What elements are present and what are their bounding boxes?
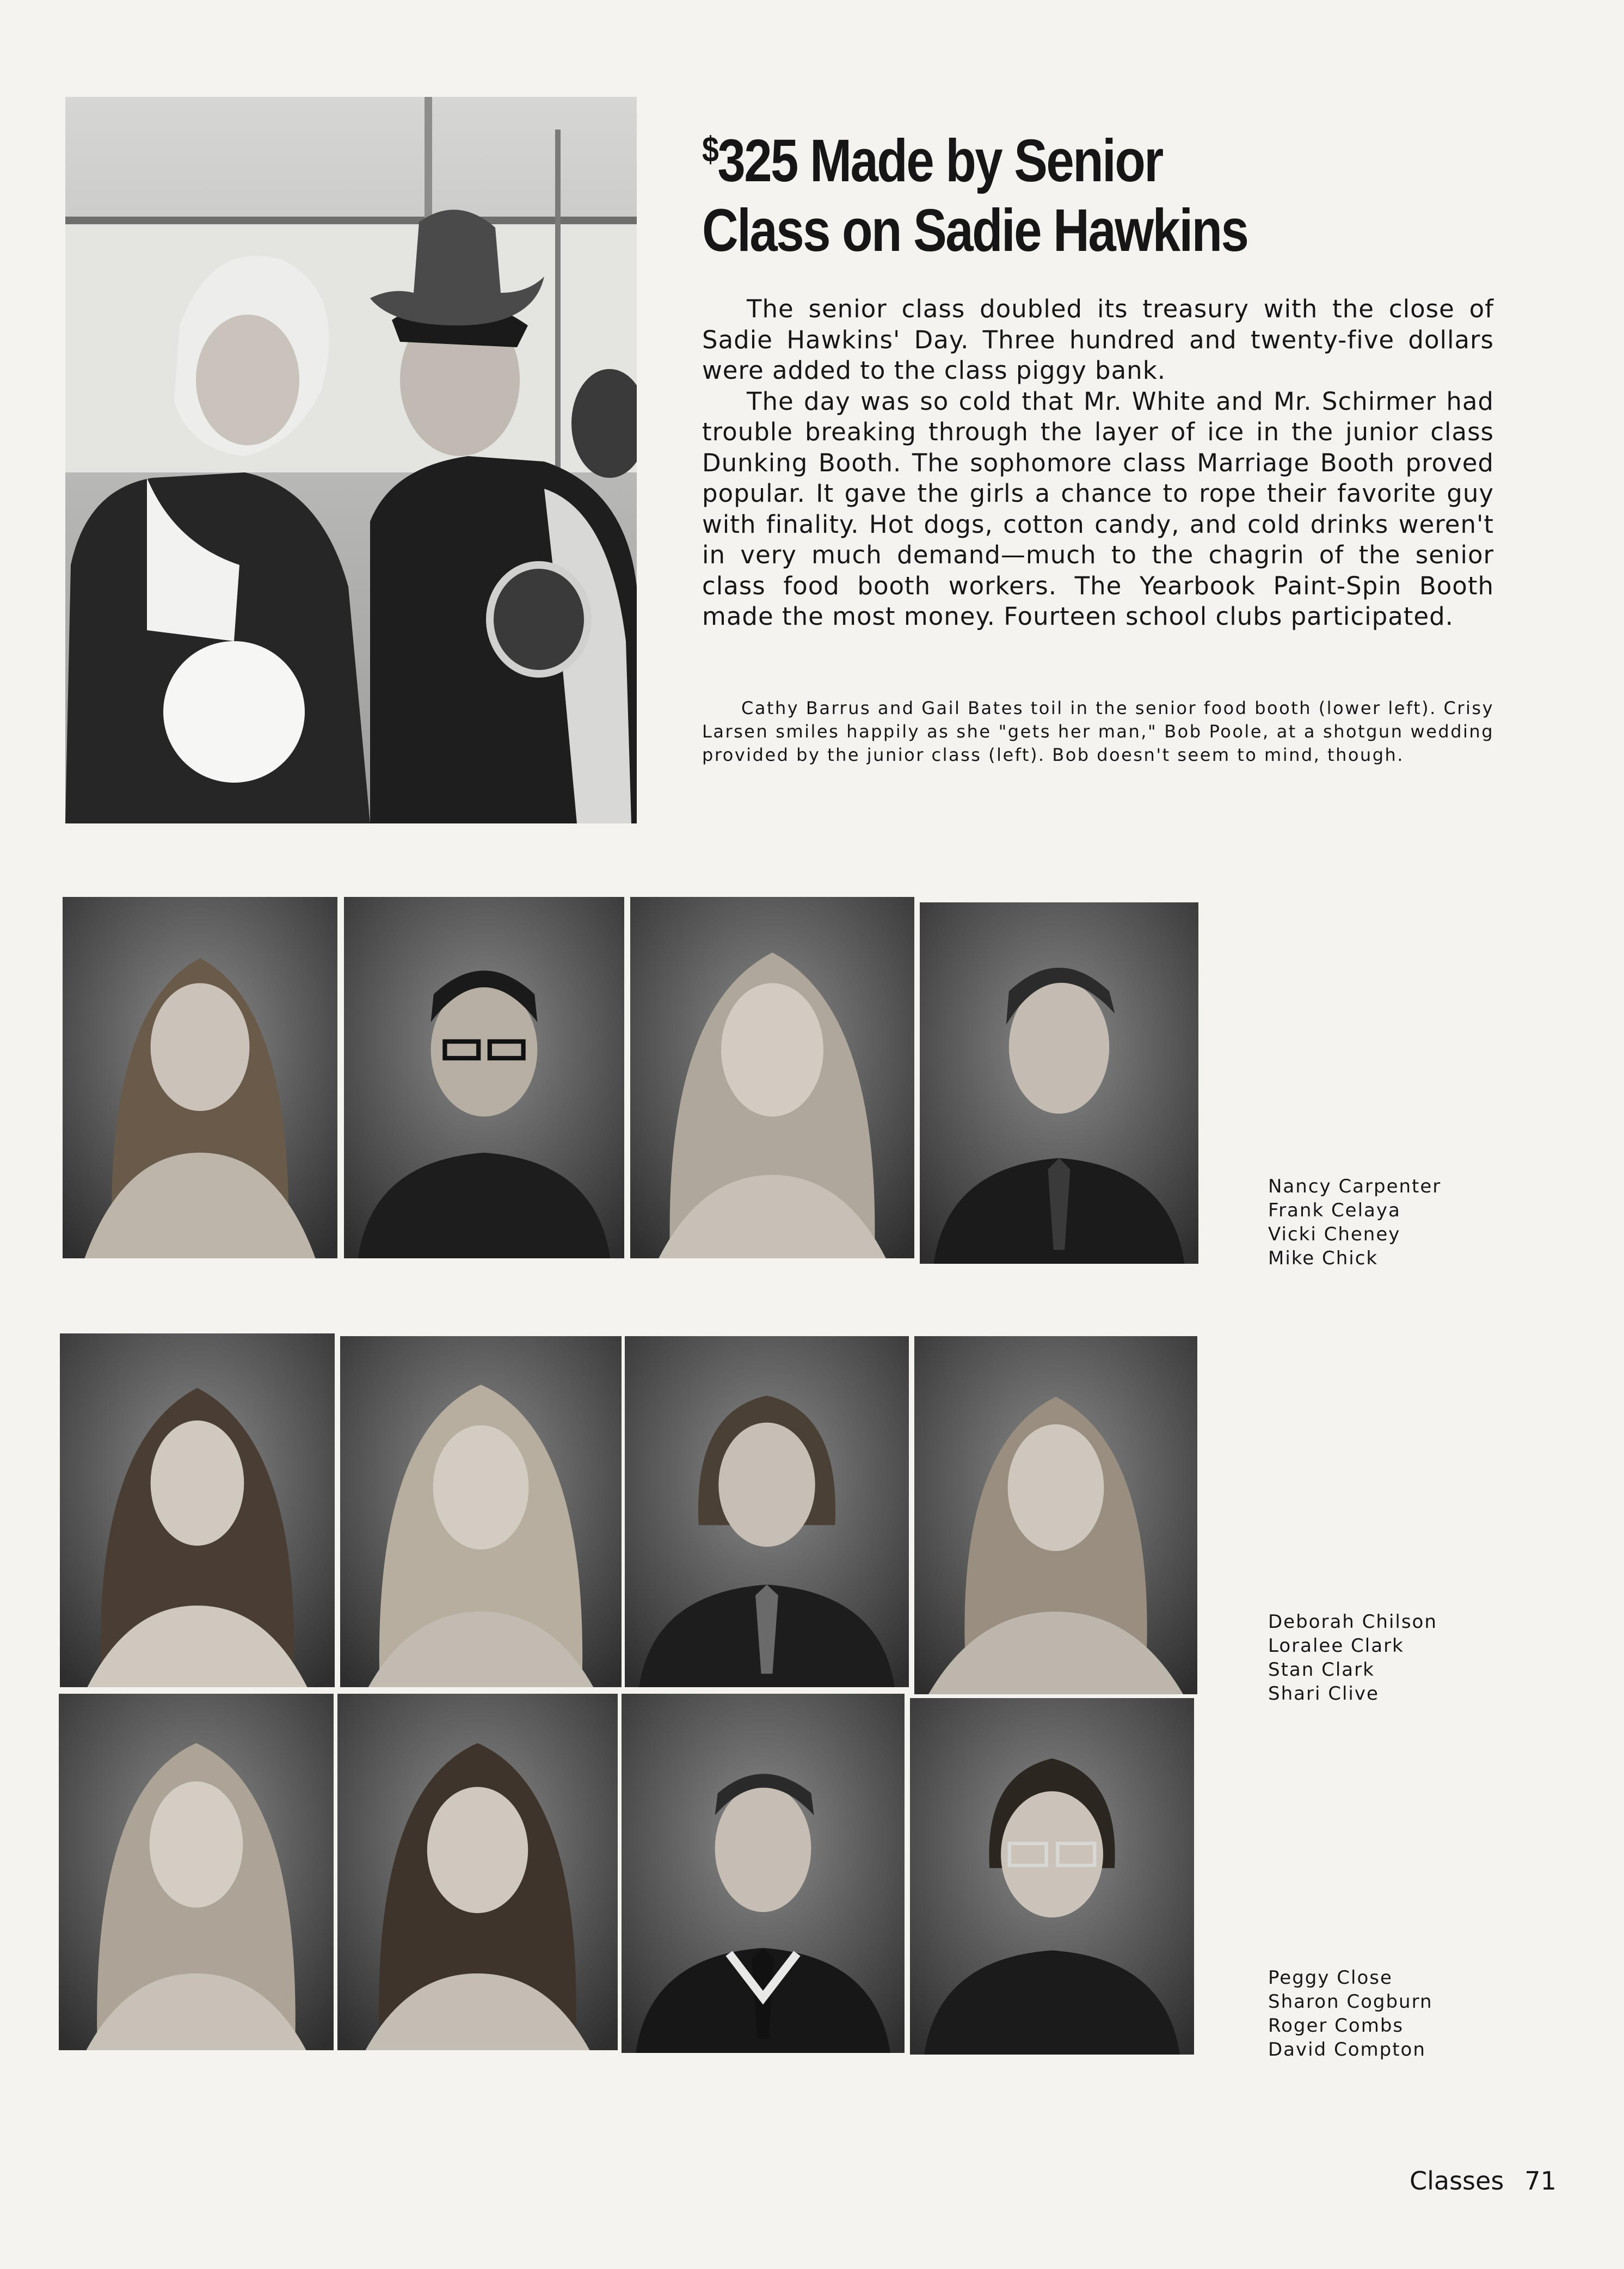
student-name: Nancy Carpenter — [1268, 1176, 1442, 1197]
name-list-row-2 — [1268, 1610, 1437, 1706]
sadie-hawkins-couple-photo — [65, 97, 637, 823]
page-number: 71 — [1524, 2166, 1557, 2196]
portrait-nancy-carpenter — [63, 897, 337, 1258]
portrait-vicki-cheney — [630, 897, 914, 1258]
portrait-frank-celaya — [344, 897, 624, 1258]
article-body — [702, 294, 1494, 632]
headline-line-2: Class on Sadie Hawkins — [702, 197, 1248, 264]
photo-caption: Cathy Barrus and Gail Bates toil in the senior food booth (lower left). Crisy Larsen smiles happily as she "gets her man," Bob Poole, at a shotgun wedding provided by the junior class (left). Bob doesn't seem to mind, though. — [702, 698, 1494, 765]
portrait-david-compton — [910, 1698, 1194, 2055]
page-footer — [1410, 2166, 1557, 2196]
portrait-peggy-close — [59, 1694, 334, 2050]
portrait-stan-clark — [625, 1336, 909, 1687]
headline-text-1: 325 Made by Senior — [717, 127, 1162, 194]
student-name: Shari Clive — [1268, 1683, 1379, 1705]
portrait-roger-combs — [622, 1694, 905, 2053]
portrait-loralee-clark — [340, 1336, 622, 1687]
article-headline — [702, 114, 1388, 266]
student-name: Peggy Close — [1268, 1967, 1393, 1989]
portrait-deborah-chilson — [60, 1333, 335, 1687]
headline-dollar-sign: $ — [702, 129, 718, 169]
portrait-mike-chick — [920, 902, 1198, 1264]
student-name: Frank Celaya — [1268, 1200, 1401, 1221]
student-name: Roger Combs — [1268, 2015, 1404, 2037]
headline-line-1 — [702, 114, 1388, 196]
student-name: David Compton — [1268, 2039, 1426, 2061]
portrait-sharon-cogburn — [337, 1694, 618, 2050]
portrait-shari-clive — [914, 1336, 1197, 1694]
student-name: Sharon Cogburn — [1268, 1991, 1433, 2013]
student-name: Deborah Chilson — [1268, 1611, 1437, 1633]
article-paragraph-2: The day was so cold that Mr. White and Mr. Schirmer had trouble breaking through the layer of ice in the junior class Dunking Booth. The sophomore class Marriage Booth proved popular. It gave the girls a chance to rope their favorite guy with finality. Hot dogs, cotton candy, and cold drinks weren't in very much demand—much to the chagrin of the senior class food booth workers. The Yearbook Paint-Spin Booth made the most money. Fourteen school clubs participated. — [702, 386, 1494, 631]
name-list-row-1 — [1268, 1175, 1441, 1270]
article-paragraph-1: The senior class doubled its treasury with the close of Sadie Hawkins' Day. Three hundred and twenty-five dollars were added to the class piggy bank. — [702, 294, 1494, 385]
section-label: Classes — [1410, 2166, 1504, 2196]
name-list-row-3 — [1268, 1966, 1433, 2062]
student-name: Mike Chick — [1268, 1247, 1379, 1269]
student-name: Stan Clark — [1268, 1659, 1375, 1681]
student-name: Loralee Clark — [1268, 1635, 1404, 1657]
student-name: Vicki Cheney — [1268, 1223, 1401, 1245]
